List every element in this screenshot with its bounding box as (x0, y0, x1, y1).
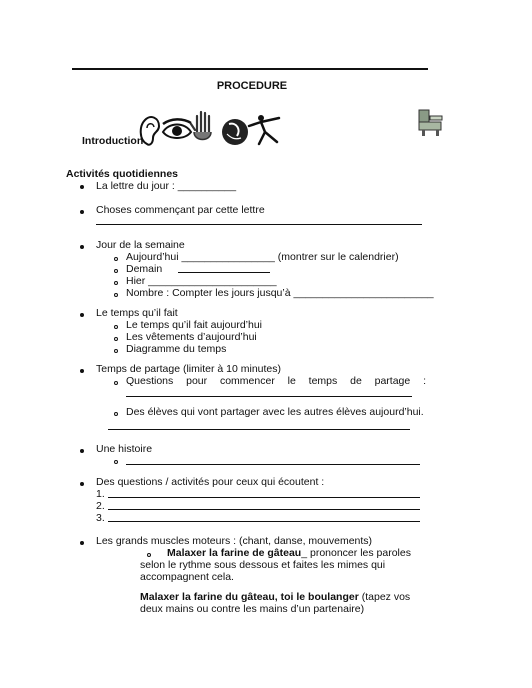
senses-icons (137, 110, 285, 150)
hand-icon (191, 112, 211, 140)
sub-bullet (114, 349, 118, 353)
answer-line (96, 224, 422, 225)
item-temps: Le temps qu’il fait (96, 307, 178, 319)
answer-line (108, 509, 420, 510)
item-histoire: Une histoire (96, 443, 153, 455)
sub-bullet (114, 337, 118, 341)
sub-bullet (114, 269, 118, 273)
jour-demain: Demain (126, 263, 163, 275)
dancer-icon (249, 115, 279, 144)
answer-line (108, 497, 420, 498)
number-3: 3. (96, 512, 105, 524)
ear-icon (141, 117, 159, 145)
sub-bullet (114, 325, 118, 329)
sub-bullet (114, 281, 118, 285)
temps-diagramme: Diagramme du temps (126, 343, 227, 355)
sub-bullet (114, 257, 118, 261)
bullet (80, 482, 84, 486)
malaxer-1-paragraph (140, 547, 428, 583)
bullet (80, 541, 84, 545)
bullet (80, 313, 84, 317)
introduction-label: Introduction (82, 135, 144, 147)
item-lettre: La lettre du jour : __________ (96, 180, 237, 192)
item-partage: Temps de partage (limiter à 10 minutes) (96, 363, 281, 375)
bullet (80, 210, 84, 214)
number-1: 1. (96, 488, 105, 500)
page-title: PROCEDURE (216, 80, 288, 92)
temps-vetements: Les vêtements d’aujourd’hui (126, 331, 257, 343)
partage-eleves: Des élèves qui vont partager avec les autres élèves aujourd’hui. (126, 406, 424, 418)
answer-line (178, 272, 270, 273)
bullet (80, 369, 84, 373)
bullet (80, 185, 84, 189)
answer-line (126, 464, 420, 465)
top-rule (72, 68, 428, 70)
eye-icon (163, 119, 191, 138)
item-choses: Choses commençant par cette lettre (96, 204, 265, 216)
malaxer-2-bold: Malaxer la farine du gâteau, toi le boulanger (140, 591, 359, 603)
jour-hier: Hier ______________________ (126, 275, 277, 287)
item-muscles: Les grands muscles moteurs : (chant, danse, mouvements) (96, 535, 373, 547)
sub-bullet (114, 412, 118, 416)
answer-line (108, 521, 420, 522)
chair-icon (416, 108, 446, 138)
malaxer-2-paragraph (140, 591, 428, 615)
bullet (80, 245, 84, 249)
answer-line (126, 396, 412, 397)
section-heading: Activités quotidiennes (66, 168, 179, 180)
temps-aujourdhui: Le temps qu’il fait aujourd’hui (126, 319, 262, 331)
partage-questions: Questions pour commencer le temps de partage : (126, 375, 426, 387)
item-jour: Jour de la semaine (96, 239, 185, 251)
malaxer-1-text: _ prononcer les paroles selon le rythme sous dessous et faites les mimes qui accompagnent cela. (140, 547, 411, 583)
malaxer-2-text: (tapez vos deux mains ou contre les mains d’un partenaire) (140, 591, 411, 615)
jour-nombre: Nombre : Compter les jours jusqu’à ________________________ (126, 287, 434, 299)
sub-bullet (114, 460, 118, 464)
item-questions: Des questions / activités pour ceux qui écoutent : (96, 476, 325, 488)
jour-aujourdhui: Aujourd’hui ________________ (montrer sur le calendrier) (126, 251, 399, 263)
number-2: 2. (96, 500, 105, 512)
nose-head-icon (222, 119, 248, 145)
bullet (80, 449, 84, 453)
sub-bullet (114, 381, 118, 385)
sub-bullet (114, 293, 118, 297)
malaxer-1-bold: Malaxer la farine de gâteau (167, 547, 302, 559)
answer-line (108, 429, 410, 430)
